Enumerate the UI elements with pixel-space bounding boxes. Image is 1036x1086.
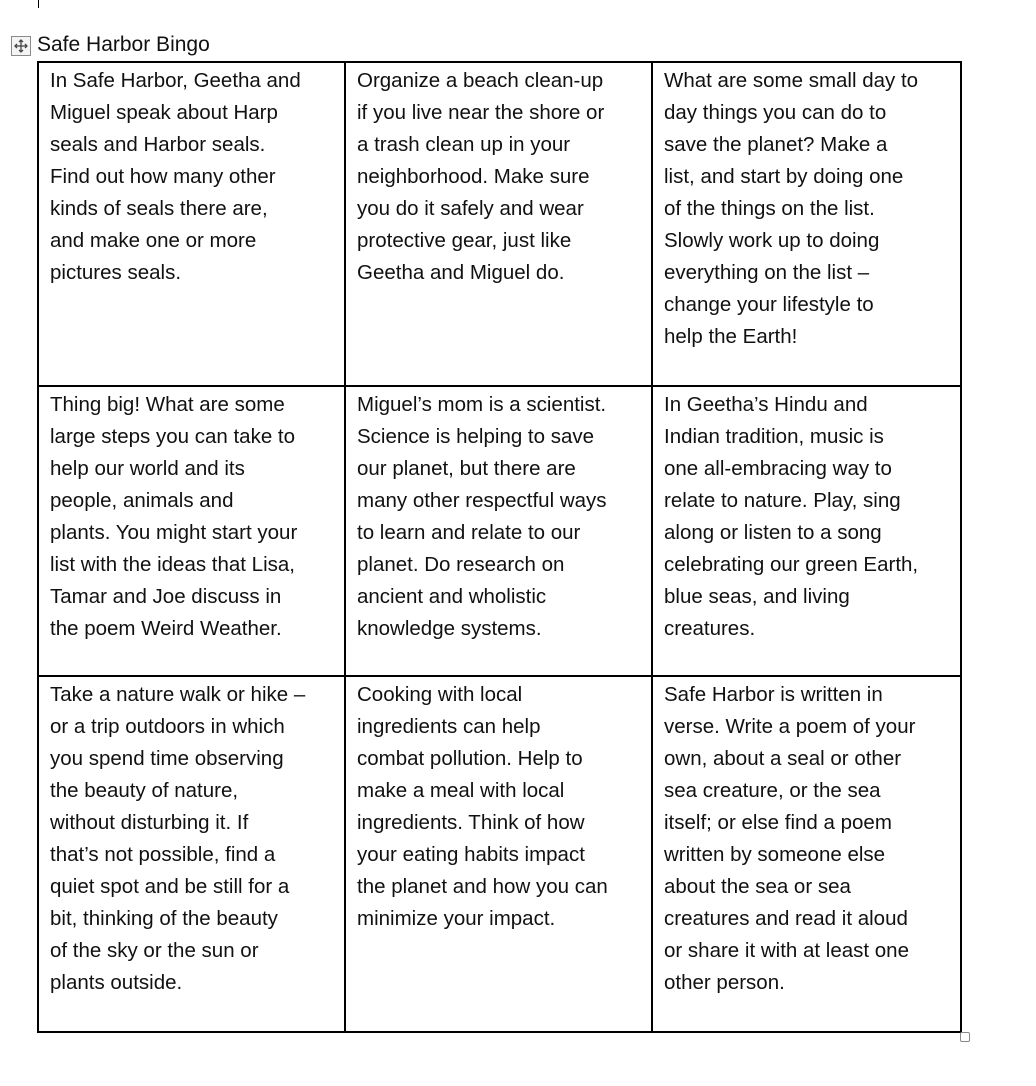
table-row — [38, 676, 961, 1032]
bingo-cell[interactable] — [345, 386, 652, 676]
cell-text: Cooking with local ingredients can help combat pollution. Help to make a meal with local ingredients. Think of how your eating habits impact the planet and how you can minimize your impact. — [357, 683, 608, 930]
table-row — [38, 386, 961, 676]
bingo-table — [37, 61, 962, 1033]
cell-text: Miguel’s mom is a scientist. Science is helping to save our planet, but there are many other respectful ways to learn and relate to our planet. Do research on ancient and wholistic knowledge systems. — [357, 393, 607, 640]
bingo-cell[interactable] — [345, 62, 652, 386]
text-cursor — [38, 0, 39, 8]
bingo-cell[interactable] — [652, 676, 961, 1032]
cell-text: Organize a beach clean-up if you live near the shore or a trash clean up in your neighborhood. Make sure you do it safely and wear protective gear, just like Geetha and Miguel do. — [357, 69, 605, 284]
cell-text: Thing big! What are some large steps you can take to help our world and its people, animals and plants. You might start your list with the ideas that Lisa, Tamar and Joe discuss in the poem Weird Weather. — [50, 393, 298, 640]
cell-text: Take a nature walk or hike – or a trip outdoors in which you spend time observing the beauty of nature, without disturbing it. If that’s not possible, find a quiet spot and be still for a bit, thinking of the beauty of the sky or the sun or plants outside. — [50, 683, 306, 994]
document-title: Safe Harbor Bingo — [37, 33, 210, 56]
table-move-handle[interactable] — [11, 36, 31, 56]
bingo-cell[interactable] — [345, 676, 652, 1032]
cell-text: What are some small day to day things you can do to save the planet? Make a list, and start by doing one of the things on the list. Slowly work up to doing everything on the list – change your lifestyle to help the Earth! — [664, 69, 919, 348]
table-resize-icon[interactable] — [960, 1032, 970, 1042]
bingo-cell[interactable] — [652, 62, 961, 386]
bingo-cell[interactable] — [38, 676, 345, 1032]
table-row — [38, 62, 961, 386]
bingo-cell[interactable] — [38, 386, 345, 676]
cell-text: Safe Harbor is written in verse. Write a poem of your own, about a seal or other sea creature, or the sea itself; or else find a poem written by someone else about the sea or sea creatures and read it aloud or share it with at least one other person. — [664, 683, 916, 994]
cell-text: In Geetha’s Hindu and Indian tradition, music is one all-embracing way to relate to nature. Play, sing along or listen to a song celebrating our green Earth, blue seas, and living creatures. — [664, 393, 919, 640]
bingo-cell[interactable] — [652, 386, 961, 676]
four-way-arrow-icon — [13, 38, 29, 54]
bingo-cell[interactable] — [38, 62, 345, 386]
cell-text: In Safe Harbor, Geetha and Miguel speak about Harp seals and Harbor seals. Find out how many other kinds of seals there are, and make one or more pictures seals. — [50, 69, 301, 284]
